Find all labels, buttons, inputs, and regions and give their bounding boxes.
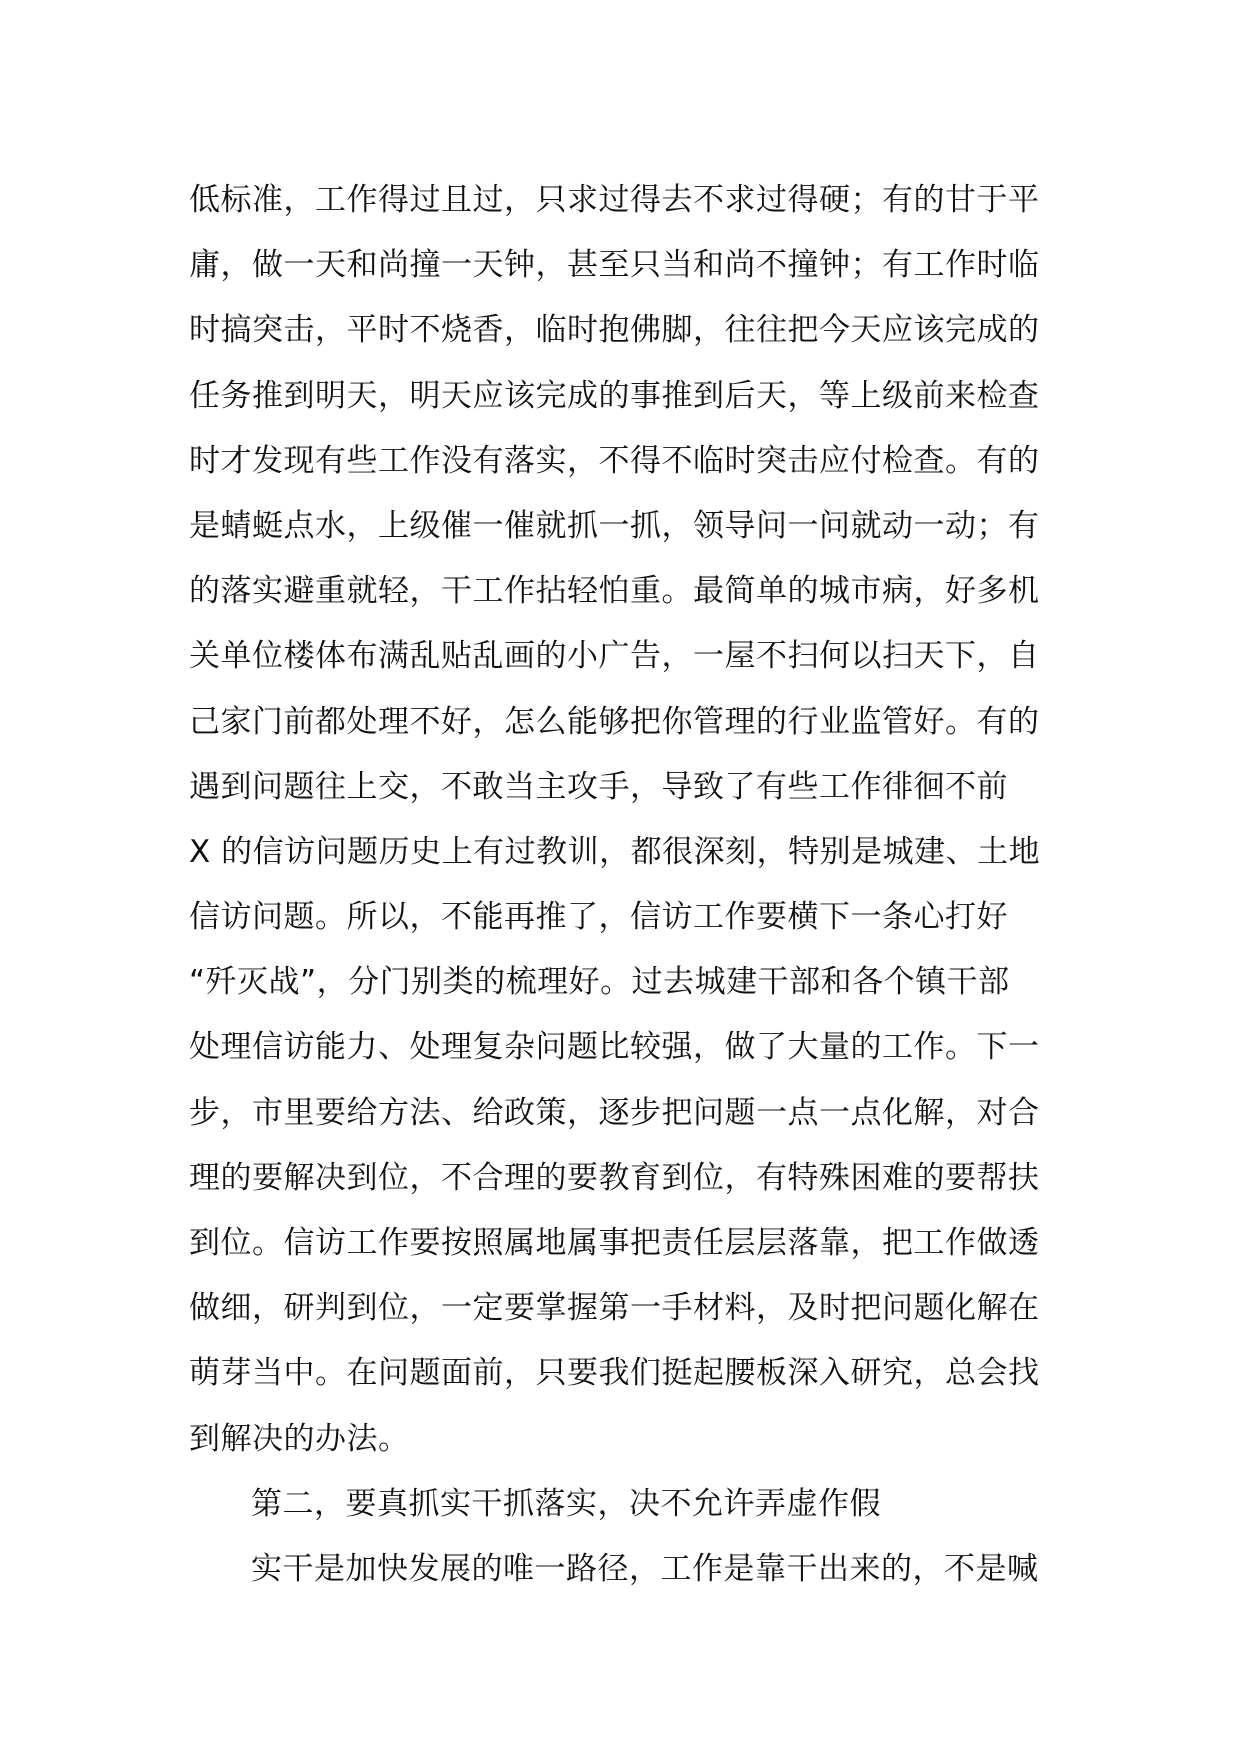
document-body	[189, 168, 1059, 1602]
section-heading: 第二，要真抓实干抓落实，决不允许弄虚作假	[251, 1485, 881, 1522]
text-line: 遇到问题往上交，不敢当主攻手，导致了有些工作徘徊不前	[189, 768, 1008, 805]
text-line: 时搞突击，平时不烧香，临时抱佛脚，往往把今天应该完成的	[189, 312, 1040, 349]
text-line: 处理信访能力、处理复杂问题比较强，做了大量的工作。下一	[189, 1029, 1040, 1066]
text-line: X 的信访问题历史上有过教训，都很深刻，特别是城建、土地	[189, 833, 1041, 870]
text-line: 理的要解决到位，不合理的要教育到位，有特殊困难的要帮扶	[189, 1159, 1040, 1196]
text-line: 步，市里要给方法、给政策，逐步把问题一点一点化解，对合	[189, 1094, 1040, 1131]
text-line: 关单位楼体布满乱贴乱画的小广告，一屋不扫何以扫天下，自	[189, 638, 1040, 675]
text-line: 到解决的办法。	[189, 1420, 410, 1457]
paragraph-start-line: 实干是加快发展的唯一路径，工作是靠干出来的，不是喊	[251, 1550, 1039, 1587]
text-line: 萌芽当中。在问题面前，只要我们挺起腰板深入研究，总会找	[189, 1355, 1040, 1392]
text-line: 庸，做一天和尚撞一天钟，甚至只当和尚不撞钟；有工作时临	[189, 247, 1040, 284]
text-line: 己家门前都处理不好，怎么能够把你管理的行业监管好。有的	[189, 703, 1040, 740]
text-line: 是蜻蜓点水，上级催一催就抓一抓，领导问一问就动一动；有	[189, 507, 1040, 544]
text-line: 任务推到明天，明天应该完成的事推到后天，等上级前来检查	[189, 377, 1040, 414]
text-line: 到位。信访工作要按照属地属事把责任层层落靠，把工作做透	[189, 1225, 1040, 1261]
text-line: 的落实避重就轻，干工作拈轻怕重。最简单的城市病，好多机	[189, 573, 1040, 610]
text-line: 低标准，工作得过且过，只求过得去不求过得硬；有的甘于平	[189, 182, 1040, 218]
text-line: 时才发现有些工作没有落实，不得不临时突击应付检查。有的	[189, 442, 1040, 479]
text-line: “歼灭战”，分门别类的梳理好。过去城建干部和各个镇干部	[189, 964, 1010, 1001]
text-line: 信访问题。所以，不能再推了，信访工作要横下一条心打好	[189, 899, 1008, 936]
text-line: 做细，研判到位，一定要掌握第一手材料，及时把问题化解在	[189, 1290, 1040, 1327]
